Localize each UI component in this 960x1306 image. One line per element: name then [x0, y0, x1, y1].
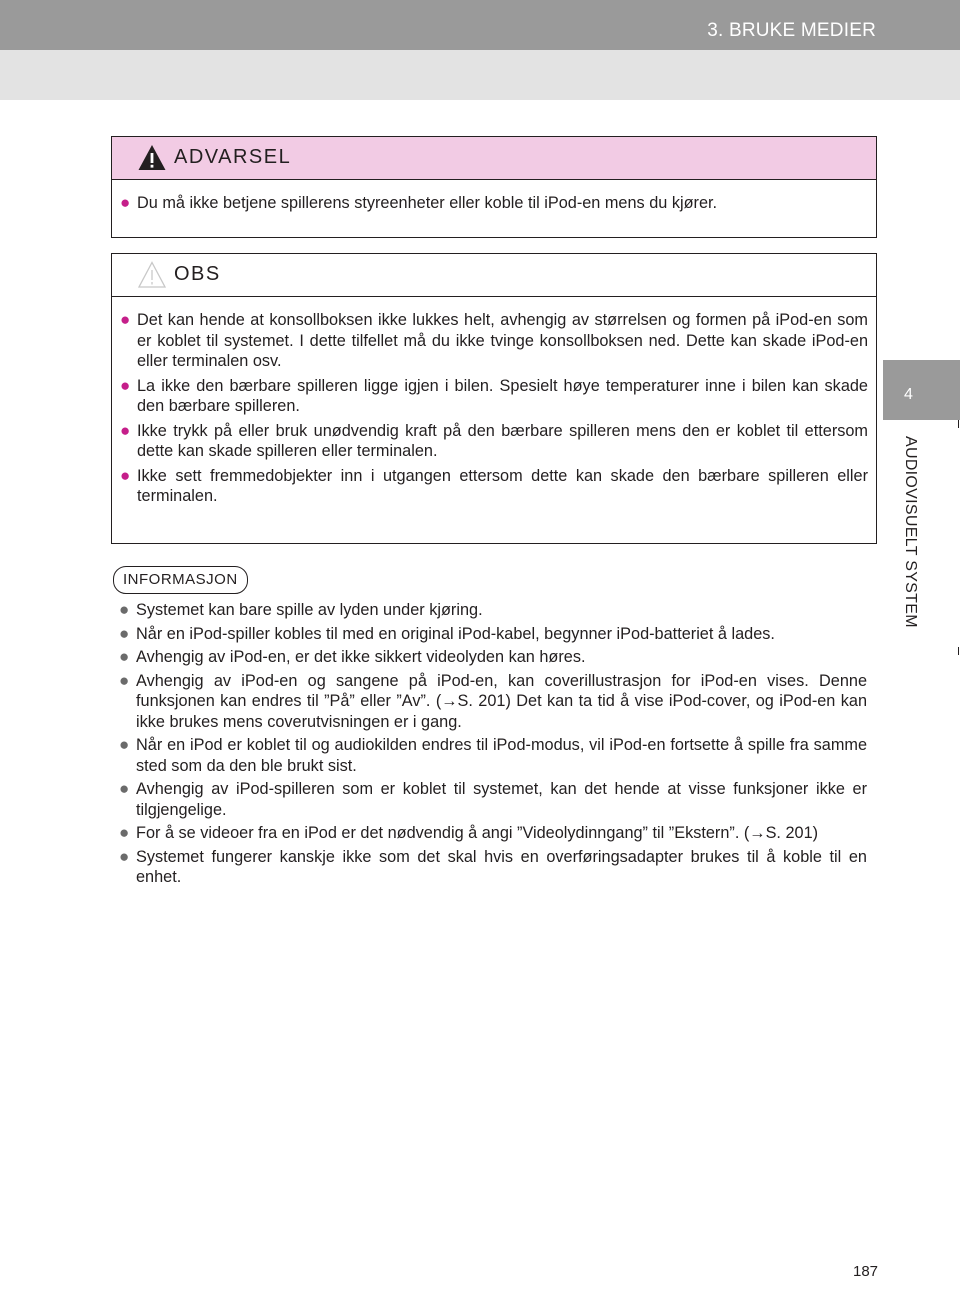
bullet-icon: ●	[119, 846, 130, 866]
notice-box	[111, 253, 877, 544]
crop-mark	[958, 647, 959, 655]
item-text: For å se videoer fra en iPod er det nødvendig å angi ”Videolydinngang” til ”Ekstern”. (→S. 201)	[136, 824, 819, 842]
bullet-icon: ●	[119, 623, 130, 643]
chapter-title: AUDIOVISUELT SYSTEM	[902, 436, 919, 628]
bullet-icon: ●	[120, 375, 131, 395]
item-text: Avhengig av iPod-spilleren som er koblet til systemet, kan det hende at visse funksjoner ikke er tilgjengelige.	[136, 780, 867, 819]
notice-header	[112, 254, 876, 297]
list-item	[119, 671, 867, 733]
bullet-icon: ●	[119, 779, 130, 798]
list-item	[119, 735, 867, 776]
header-bar	[0, 0, 960, 50]
item-text: Når en iPod er koblet til og audiokilden endres til iPod-modus, vil iPod-en fortsette å spille fra samme sted som da den ble brukt sist.	[136, 736, 867, 775]
warning-box	[111, 136, 877, 238]
list-item	[119, 600, 867, 621]
list-item	[119, 823, 867, 844]
warning-triangle-icon	[137, 143, 167, 172]
item-text: Systemet kan bare spille av lyden under kjøring.	[136, 601, 483, 619]
bullet-icon: ●	[119, 670, 130, 690]
caution-triangle-outline-icon	[137, 260, 167, 289]
list-item	[119, 779, 867, 820]
bullet-icon: ●	[119, 735, 130, 754]
list-item	[119, 624, 867, 645]
bullet-icon: ●	[120, 420, 131, 440]
list-item	[120, 421, 868, 462]
warning-header	[112, 137, 876, 180]
list-item	[120, 193, 868, 214]
item-text: Ikke sett fremmedobjekter inn i utgangen ettersom dette kan skade den bærbare spilleren eller terminalen.	[137, 466, 868, 505]
info-badge: INFORMASJON	[113, 566, 248, 594]
item-text: Avhengig av iPod-en og sangene på iPod-en, kan coverillustrasjon for iPod-en vises. Denne funksjonen kan endres til ”På” eller ”Av”. (→S. 201) Det kan ta tid å vise iPod-cover, og iPod-en kan ikke brukes mens coverutvisningen er i gang.	[136, 671, 867, 731]
chapter-tab	[883, 360, 960, 420]
list-item	[119, 647, 867, 668]
list-item	[119, 847, 867, 888]
bullet-icon: ●	[119, 600, 130, 619]
bullet-icon: ●	[120, 465, 131, 485]
info-list	[119, 600, 867, 891]
list-item	[120, 466, 868, 507]
chapter-number: 4	[904, 386, 913, 403]
item-text: Systemet fungerer kanskje ikke som det skal hvis en overføringsadapter brukes til å koble til en enhet.	[136, 847, 867, 886]
item-text: Ikke trykk på eller bruk unødvendig kraft på den bærbare spilleren mens den er koblet til ettersom dette kan skade spilleren eller terminalen.	[137, 421, 868, 460]
bullet-icon: ●	[120, 310, 131, 329]
crop-mark	[958, 420, 959, 428]
warning-body	[112, 180, 876, 214]
list-item	[120, 310, 868, 372]
item-text: Det kan hende at konsollboksen ikke lukkes helt, avhengig av størrelsen og formen på iPod-en som er koblet til systemet. I dette tilfellet må du ikke tvinge konsollboksen ned. Dette kan skade iPod-en eller terminalen osv.	[137, 311, 868, 370]
list-item	[120, 376, 868, 417]
notice-body	[112, 297, 876, 507]
bullet-icon: ●	[119, 823, 130, 842]
item-text: Avhengig av iPod-en, er det ikke sikkert videolyden kan høres.	[136, 648, 586, 666]
item-text: La ikke den bærbare spilleren ligge igjen i bilen. Spesielt høye temperaturer inne i bilen kan skade den bærbare spilleren.	[137, 376, 868, 415]
bullet-icon: ●	[119, 647, 130, 666]
warning-title: ADVARSEL	[174, 146, 292, 168]
bullet-icon: ●	[120, 193, 131, 212]
notice-title: OBS	[174, 263, 221, 285]
item-text: Når en iPod-spiller kobles til med en original iPod-kabel, begynner iPod-batteriet å lades.	[136, 624, 775, 643]
header-subband	[0, 50, 960, 100]
item-text: Du må ikke betjene spillerens styreenheter eller koble til iPod-en mens du kjører.	[137, 194, 718, 212]
section-title: 3. BRUKE MEDIER	[707, 20, 876, 41]
page-number: 187	[853, 1263, 879, 1280]
